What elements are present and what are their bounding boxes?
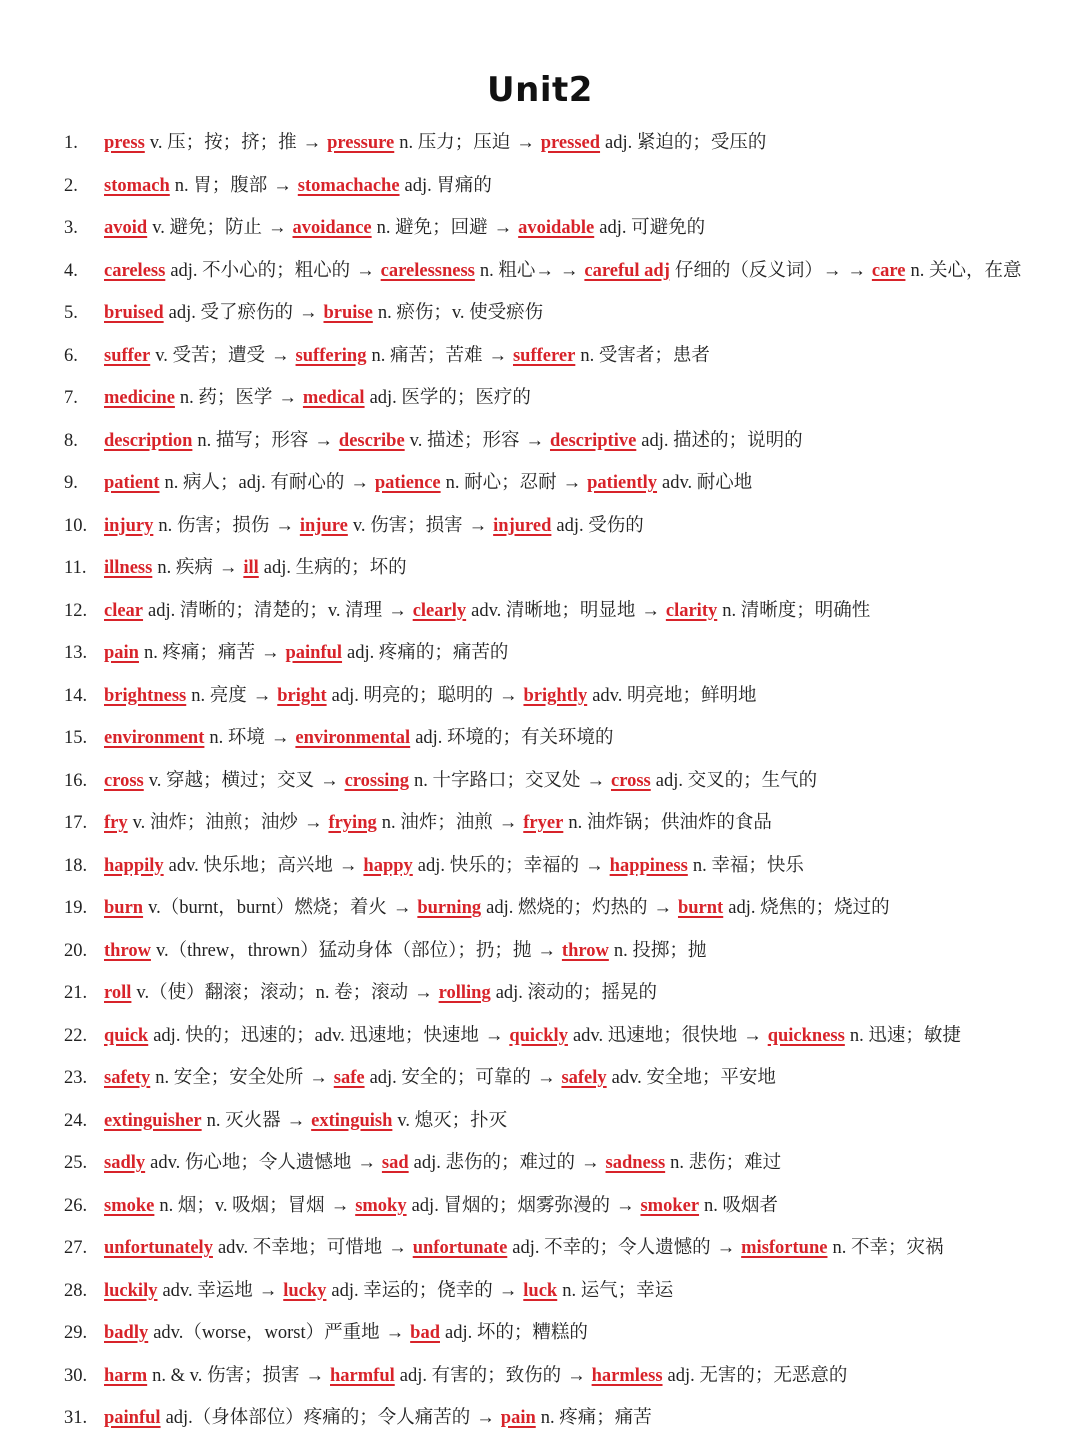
definition: n. 环境	[209, 728, 265, 748]
headword: quick	[104, 1025, 149, 1046]
item-number: 20.	[64, 940, 88, 961]
entry-content	[104, 930, 706, 972]
entry-content	[104, 887, 890, 929]
headword: injure	[299, 515, 348, 536]
headword: bright	[277, 685, 327, 706]
headword: rolling	[438, 983, 491, 1003]
headword: brightness	[104, 685, 187, 706]
headword: avoid	[104, 218, 148, 238]
arrow-icon: →	[488, 345, 507, 366]
headword: happily	[104, 855, 164, 876]
definition: n. 投掷；抛	[613, 940, 707, 961]
item-number: 19.	[64, 898, 88, 918]
arrow-icon: →	[299, 303, 318, 323]
arrow-icon: →	[303, 813, 323, 833]
arrow-icon: →	[516, 133, 535, 153]
entry-content	[104, 165, 492, 207]
arrow-icon: →	[385, 1323, 405, 1343]
definition: adj. 受伤的	[556, 515, 644, 536]
headword: luckily	[104, 1280, 158, 1301]
arrow-icon: →	[258, 1280, 278, 1301]
definition: adj. 燃烧的；灼热的	[486, 898, 648, 918]
item-number: 4.	[64, 260, 78, 281]
entry-content	[104, 335, 710, 377]
definition: adv. 明亮地；鲜明地	[592, 685, 757, 706]
entry-content	[104, 632, 508, 674]
headword: safe	[333, 1068, 365, 1088]
definition: adj. 烧焦的；烧过的	[728, 898, 890, 918]
headword: happiness	[609, 855, 688, 876]
definition: adj. 不小心的；粗心的	[170, 260, 351, 281]
arrow-icon: →	[356, 260, 375, 281]
headword: smoke	[104, 1195, 155, 1216]
entry-content	[104, 1057, 776, 1099]
definition: adj. 明亮的；聪明的	[331, 685, 493, 706]
entry-content	[104, 207, 705, 249]
entry-content	[104, 1100, 507, 1142]
headword: sadly	[104, 1153, 146, 1173]
entry-content	[104, 760, 817, 802]
arrow-icon: →	[641, 600, 660, 621]
entry-content	[104, 675, 756, 717]
definition: n. 痛苦；苦难	[371, 345, 483, 366]
headword: careful adj	[584, 260, 670, 281]
headword: avoidable	[518, 218, 595, 238]
headword: safety	[104, 1068, 151, 1088]
arrow-icon: →	[498, 813, 518, 833]
headword: quickness	[767, 1025, 845, 1046]
item-number: 22.	[64, 1025, 88, 1046]
arrow-icon: →	[562, 473, 582, 493]
headword: clearly	[412, 600, 467, 621]
arrow-icon: →	[309, 1068, 328, 1088]
definition: n. & v. 伤害；损害	[152, 1365, 300, 1386]
headword: illness	[104, 558, 153, 578]
headword: ill	[243, 558, 259, 578]
arrow-icon: →	[493, 218, 513, 238]
headword: sad	[381, 1153, 409, 1173]
definition: v. 油炸；油煎；油炒	[132, 813, 298, 833]
headword: bruised	[104, 303, 164, 323]
headword: pain	[500, 1408, 536, 1428]
headword: misfortune	[741, 1238, 828, 1258]
headword: pressed	[540, 133, 601, 153]
item-number: 2.	[64, 175, 78, 196]
entry-content	[104, 292, 543, 334]
definition: v. 受苦；遭受	[155, 345, 266, 366]
entry-content	[104, 1355, 847, 1397]
definition: n. 不幸；灾祸	[832, 1238, 944, 1258]
arrow-icon: →	[653, 898, 672, 918]
definition: adj.（身体部位）疼痛的；令人痛苦的	[165, 1408, 471, 1428]
headword: extinguisher	[104, 1110, 202, 1131]
headword: painful	[285, 643, 343, 663]
definition: adv. 安全地；平安地	[611, 1068, 776, 1088]
definition: n. 病人；adj. 有耐心的	[164, 473, 345, 493]
arrow-icon: →	[388, 1238, 407, 1258]
arrow-icon: →	[320, 770, 339, 791]
item-number: 18.	[64, 855, 88, 876]
definition: v. 压；按；挤；推	[149, 133, 297, 153]
arrow-icon: →	[388, 600, 407, 621]
item-number: 3.	[64, 218, 78, 238]
headword: patience	[374, 473, 441, 493]
headword: roll	[104, 983, 132, 1003]
definition: n. 吸烟者	[704, 1195, 779, 1216]
headword: medical	[302, 388, 365, 408]
headword: harmless	[591, 1365, 663, 1386]
arrow-icon: →	[270, 728, 290, 748]
definition: adj. 受了瘀伤的	[168, 303, 293, 323]
headword: stomach	[104, 175, 170, 196]
definition: adv. 幸运地	[162, 1280, 253, 1301]
item-number: 15.	[64, 728, 88, 748]
arrow-icon: →	[581, 1153, 600, 1173]
entry-content	[104, 802, 772, 844]
arrow-icon: →	[302, 133, 322, 153]
headword: patient	[104, 473, 160, 493]
item-number: 5.	[64, 303, 78, 323]
definition: n. 幸福；快乐	[692, 855, 804, 876]
arrow-icon: →	[286, 1110, 306, 1131]
item-number: 8.	[64, 430, 78, 451]
headword: avoidance	[292, 218, 372, 238]
definition: adj. 无害的；无恶意的	[667, 1365, 848, 1386]
definition: adj. 有害的；致伤的	[399, 1365, 562, 1386]
entry-content	[104, 505, 644, 547]
headword: burnt	[677, 898, 724, 918]
arrow-icon: →	[468, 515, 488, 536]
arrow-icon: →	[525, 430, 544, 451]
headword: harmful	[330, 1365, 395, 1386]
item-number: 29.	[64, 1323, 88, 1343]
arrow-icon: →	[536, 1068, 556, 1088]
headword: burn	[104, 898, 144, 918]
arrow-icon: →	[305, 1365, 324, 1386]
item-number: 7.	[64, 388, 78, 408]
item-number: 31.	[64, 1408, 88, 1428]
headword: description	[104, 430, 193, 451]
arrow-icon: →	[567, 1365, 586, 1386]
headword: extinguish	[311, 1110, 393, 1131]
definition: n. 疾病	[157, 558, 213, 578]
headword: environmental	[295, 728, 411, 748]
item-number: 23.	[64, 1068, 88, 1088]
arrow-icon: →	[743, 1025, 762, 1046]
arrow-icon: →	[484, 1025, 504, 1046]
headword: describe	[338, 430, 405, 451]
headword: careless	[104, 260, 166, 281]
definition: n. 关心，在意	[910, 260, 1022, 281]
definition: n. 灭火器	[206, 1110, 281, 1131]
item-number: 12.	[64, 600, 88, 621]
headword: bruise	[323, 303, 373, 323]
definition: n. 描写；形容	[197, 430, 309, 451]
definition: n. 油炸锅；供油炸的食品	[568, 813, 772, 833]
headword: brightly	[523, 685, 588, 706]
item-number: 13.	[64, 643, 88, 663]
item-number: 11.	[64, 558, 87, 578]
definition: adv. 伤心地；令人遗憾地	[150, 1153, 352, 1173]
definition: n. 安全；安全处所	[155, 1068, 304, 1088]
entry-content	[104, 1142, 781, 1184]
entry-content	[104, 972, 657, 1014]
entry-content	[104, 377, 531, 419]
headword: fry	[104, 813, 128, 833]
definition: n. 疼痛；痛苦	[143, 643, 255, 663]
entry-content	[104, 1015, 961, 1057]
headword: luck	[523, 1280, 558, 1301]
headword: cross	[611, 770, 651, 791]
item-number: 26.	[64, 1195, 88, 1216]
headword: badly	[104, 1323, 149, 1343]
definition: adv. 迅速地；很快地	[572, 1025, 738, 1046]
item-number: 14.	[64, 685, 88, 706]
definition: v. 熄灭；扑灭	[397, 1110, 508, 1131]
definition: n. 耐心；忍耐	[445, 473, 557, 493]
entry-content	[104, 462, 752, 504]
arrow-icon: →	[716, 1238, 736, 1258]
entry-content	[104, 1227, 943, 1269]
headword: patiently	[587, 473, 658, 493]
definition: v. 穿越；横过；交叉	[148, 770, 315, 791]
definition: adj. 环境的；有关环境的	[415, 728, 614, 748]
headword: environment	[104, 728, 205, 748]
arrow-icon: →	[585, 855, 604, 876]
definition: n. 避免；回避	[376, 218, 488, 238]
definition: adj. 描述的；说明的	[641, 430, 803, 451]
entry-content	[104, 547, 407, 589]
entry-content	[104, 420, 803, 462]
definition: adj. 滚动的；摇晃的	[495, 983, 658, 1003]
definition: adj. 不幸的；令人遗憾的	[512, 1238, 711, 1258]
item-number: 9.	[64, 473, 78, 493]
headword: throw	[104, 940, 151, 961]
definition: n. 油炸；油煎	[381, 813, 493, 833]
headword: injury	[104, 515, 154, 536]
entry-content	[104, 845, 804, 887]
headword: pressure	[327, 133, 395, 153]
item-number: 30.	[64, 1365, 88, 1386]
headword: crossing	[344, 770, 409, 791]
definition: n. 瘀伤；v. 使受瘀伤	[377, 303, 544, 323]
definition: n. 粗心→	[479, 260, 554, 281]
headword: quickly	[509, 1025, 568, 1046]
definition: adj. 清晰的；清楚的；v. 清理	[148, 600, 383, 621]
definition: v.（threw，thrown）猛动身体（部位）；扔；抛	[155, 940, 532, 961]
headword: lucky	[283, 1280, 327, 1301]
definition: adj. 紧迫的；受压的	[605, 133, 767, 153]
definition: adj. 冒烟的；烟雾弥漫的	[411, 1195, 610, 1216]
item-number: 27.	[64, 1238, 88, 1258]
headword: unfortunately	[104, 1238, 213, 1258]
definition: n. 十字路口；交叉处	[413, 770, 581, 791]
arrow-icon: →	[278, 388, 297, 408]
arrow-icon: →	[847, 260, 866, 281]
arrow-icon: →	[275, 515, 294, 536]
headword: safely	[561, 1068, 607, 1088]
definition: adv. 耐心地	[662, 473, 753, 493]
entry-content	[104, 717, 614, 759]
arrow-icon: →	[559, 260, 579, 281]
item-number: 1.	[64, 133, 78, 153]
headword: sufferer	[512, 345, 576, 366]
item-number: 10.	[64, 515, 88, 536]
entry-content	[104, 250, 1021, 292]
definition: n. 药；医学	[179, 388, 273, 408]
arrow-icon: →	[615, 1195, 635, 1216]
headword: stomachache	[297, 175, 400, 196]
headword: smoker	[640, 1195, 700, 1216]
arrow-icon: →	[252, 685, 272, 706]
arrow-icon: →	[271, 345, 290, 366]
headword: happy	[363, 855, 413, 876]
headword: smoky	[355, 1195, 407, 1216]
entry-content	[104, 1312, 588, 1354]
definition: adj. 疼痛的；痛苦的	[347, 643, 509, 663]
definition: adj. 幸运的；侥幸的	[331, 1280, 493, 1301]
definition: adj. 生病的；坏的	[263, 558, 407, 578]
definition: n. 亮度	[191, 685, 247, 706]
arrow-icon: →	[273, 175, 292, 196]
headword: care	[871, 260, 906, 281]
entry-content	[104, 590, 870, 632]
definition: adj. 快的；迅速的；adv. 迅速地；快速地	[153, 1025, 479, 1046]
arrow-icon: →	[350, 473, 369, 493]
definition: adj. 快乐的；幸福的	[417, 855, 580, 876]
arrow-icon: →	[338, 855, 358, 876]
definition: v. 伤害；损害	[352, 515, 463, 536]
headword: pain	[104, 643, 139, 663]
definition: adv. 快乐地；高兴地	[168, 855, 333, 876]
arrow-icon: →	[218, 558, 238, 578]
headword: suffering	[295, 345, 367, 366]
definition: n. 烟；v. 吸烟；冒烟	[159, 1195, 325, 1216]
headword: clear	[104, 600, 144, 621]
arrow-icon: →	[357, 1153, 376, 1173]
definition: n. 压力；压迫	[399, 133, 511, 153]
arrow-icon: →	[330, 1195, 350, 1216]
page-title: Unit2	[487, 70, 593, 110]
headword: unfortunate	[412, 1238, 508, 1258]
definition: n. 受害者；患者	[580, 345, 710, 366]
headword: burning	[417, 898, 482, 918]
headword: painful	[104, 1408, 161, 1428]
definition: adv. 不幸地；可惜地	[217, 1238, 383, 1258]
headword: frying	[328, 813, 377, 833]
item-number: 28.	[64, 1280, 88, 1301]
arrow-icon: →	[268, 218, 287, 238]
definition: adv. 清晰地；明显地	[471, 600, 636, 621]
headword: press	[104, 133, 145, 153]
arrow-icon: →	[498, 685, 518, 706]
definition: v.（使）翻滚；滚动；n. 卷；滚动	[136, 983, 409, 1003]
headword: fryer	[523, 813, 564, 833]
entry-content	[104, 1397, 652, 1439]
arrow-icon: →	[414, 983, 433, 1003]
definition: n. 迅速；敏捷	[849, 1025, 961, 1046]
definition: n. 疼痛；痛苦	[540, 1408, 652, 1428]
definition: n. 胃；腹部	[174, 175, 268, 196]
headword: cross	[104, 770, 144, 791]
arrow-icon: →	[537, 940, 556, 961]
definition: adj. 交叉的；生气的	[655, 770, 818, 791]
arrow-icon: →	[260, 643, 280, 663]
item-number: 24.	[64, 1110, 88, 1131]
arrow-icon: →	[586, 770, 605, 791]
item-number: 21.	[64, 983, 88, 1003]
definition: adj. 可避免的	[599, 218, 706, 238]
item-number: 16.	[64, 770, 88, 791]
definition: 仔细的（反义词）→	[674, 260, 842, 281]
definition: n. 运气；幸运	[562, 1280, 674, 1301]
definition: adj. 安全的；可靠的	[369, 1068, 531, 1088]
headword: injured	[493, 515, 552, 536]
definition: v.（burnt，burnt）燃烧；着火	[148, 898, 387, 918]
arrow-icon: →	[476, 1408, 495, 1428]
definition: adj. 坏的；糟糕的	[444, 1323, 588, 1343]
entry-content	[104, 122, 766, 164]
arrow-icon: →	[498, 1280, 518, 1301]
definition: n. 清晰度；明确性	[722, 600, 871, 621]
definition: adv.（worse，worst）严重地	[153, 1323, 380, 1343]
definition: adj. 医学的；医疗的	[369, 388, 531, 408]
definition: v. 避免；防止	[152, 218, 262, 238]
definition: n. 悲伤；难过	[670, 1153, 782, 1173]
headword: harm	[104, 1365, 148, 1386]
item-number: 25.	[64, 1153, 88, 1173]
arrow-icon: →	[392, 898, 412, 918]
item-number: 6.	[64, 345, 78, 366]
headword: clarity	[665, 600, 718, 621]
entry-content	[104, 1270, 673, 1312]
headword: sadness	[605, 1153, 666, 1173]
headword: medicine	[104, 388, 175, 408]
arrow-icon: →	[314, 430, 333, 451]
definition: n. 伤害；损伤	[158, 515, 270, 536]
entry-content	[104, 1185, 778, 1227]
definition: v. 描述；形容	[409, 430, 520, 451]
headword: carelessness	[380, 260, 475, 281]
headword: suffer	[104, 345, 151, 366]
headword: bad	[410, 1323, 440, 1343]
definition: adj. 胃痛的	[404, 175, 492, 196]
headword: throw	[561, 940, 609, 961]
item-number: 17.	[64, 813, 88, 833]
headword: descriptive	[549, 430, 637, 451]
definition: adj. 悲伤的；难过的	[413, 1153, 576, 1173]
